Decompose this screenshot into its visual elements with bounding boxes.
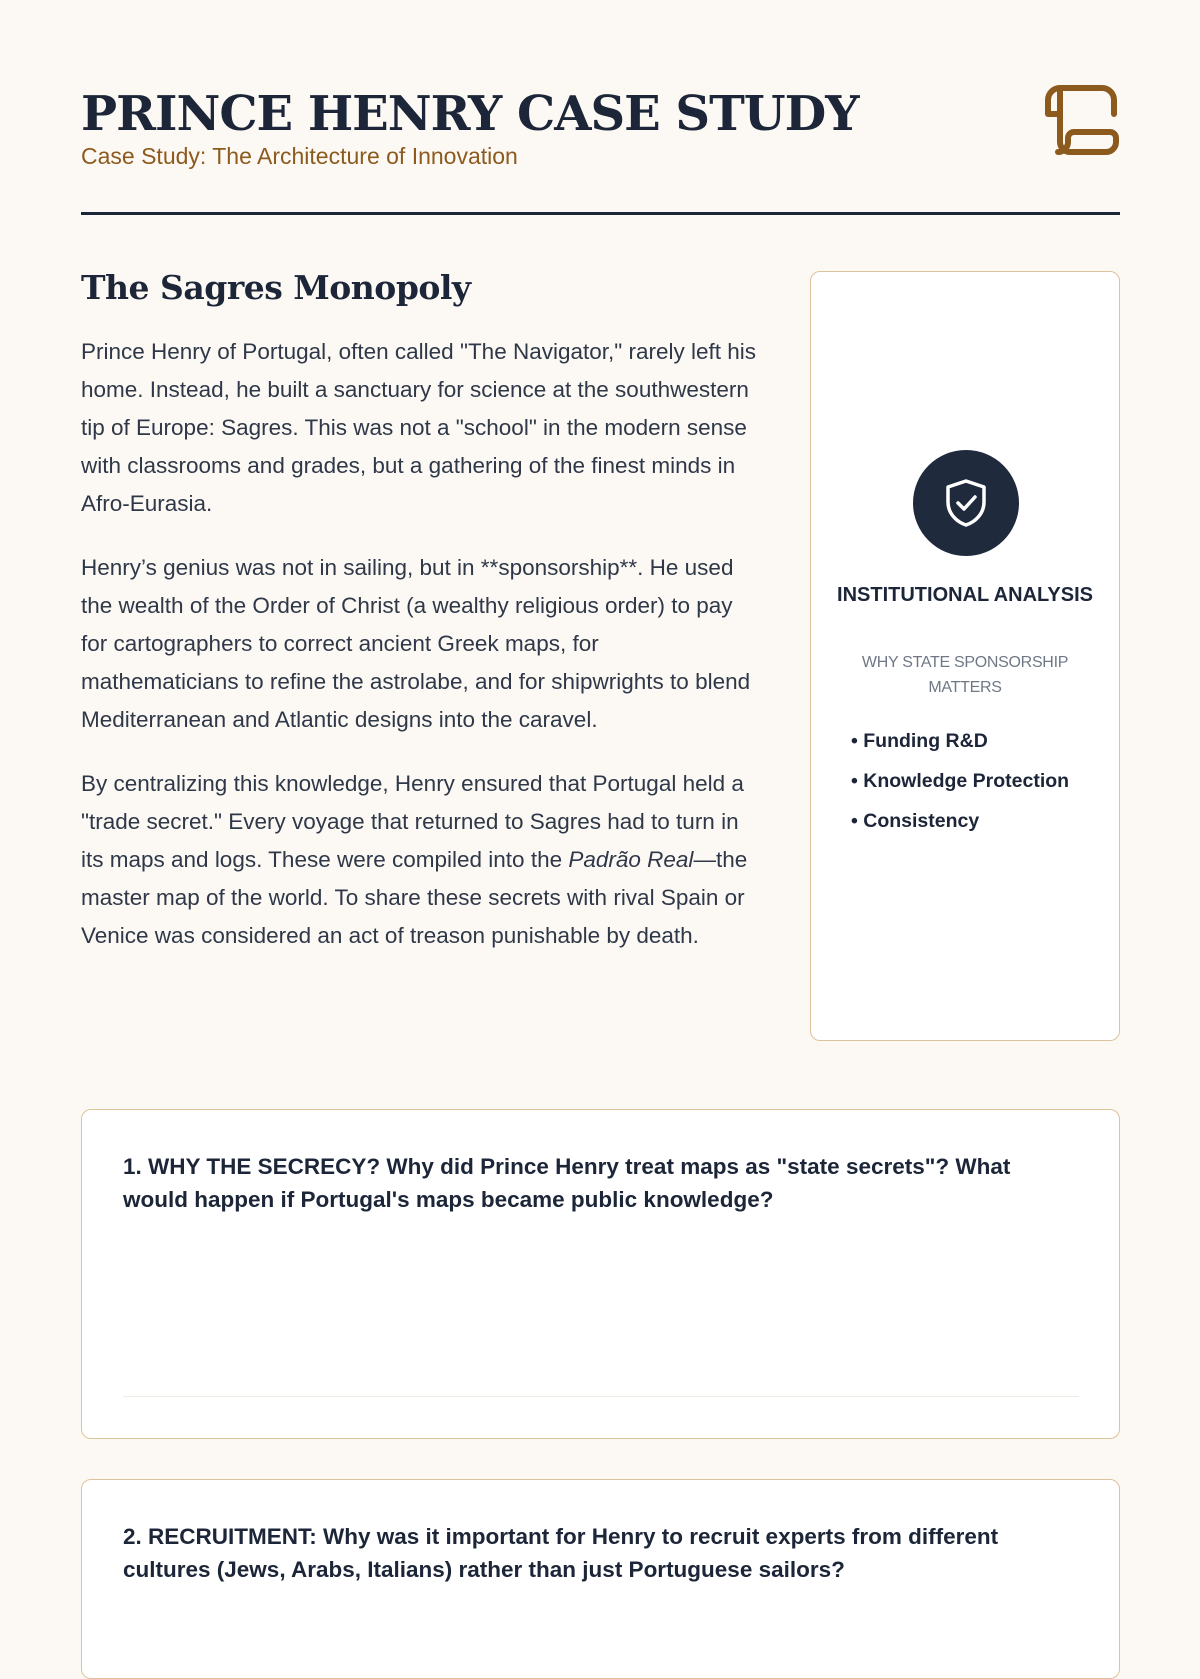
article-paragraph: Henry’s genius was not in sailing, but in **sponsorship**. He used the wealth of the Order of Christ (a wealthy religious order) to pay for cartographers to correct ancient Greek maps, for mathematicians to refine the astrolabe, and for shipwrights to blend Mediterranean and Atlantic designs into the caravel. [81,555,751,732]
institutional-analysis-card [810,271,1120,1041]
article-paragraph [81,765,761,955]
paragraph-text: —the master map of the world. To share these secrets with rival Spain or Venice was considered an act of treason punishable by death. [81,847,748,948]
list-item: • Funding R&D [851,730,988,752]
question-text: 2. RECRUITMENT: Why was it important for Henry to recruit experts from different cultures (Jews, Arabs, Italians) rather than just Portuguese sailors? [123,1524,999,1582]
section-title: The Sagres Monopoly [81,268,471,307]
page-header [81,80,1120,216]
article-paragraph: Prince Henry of Portugal, often called "The Navigator," rarely left his home. Instead, he built a sanctuary for science at the southwestern tip of Europe: Sagres. This was not a "school" in the modern sense with classrooms and grades, but a gathering of the finest minds in Afro-Eurasia. [81,339,757,516]
scroll-icon [1040,84,1120,156]
list-item: • Consistency [851,810,980,832]
page-subtitle: Case Study: The Architecture of Innovation [81,143,518,169]
page-title: PRINCE HENRY CASE STUDY [81,86,859,142]
shield-check-icon [913,450,1019,556]
card-list [851,728,1089,848]
header-divider [81,212,1120,215]
padrao-real-term: Padrão Real [568,847,694,872]
question-card-2[interactable] [81,1479,1120,1679]
card-subtitle: WHY STATE SPONSORSHIP MATTERS [861,654,1069,696]
card-title: INSTITUTIONAL ANALYSIS [837,584,1093,606]
shield-check-icon-glyph [944,478,988,528]
list-item: • Knowledge Protection [851,770,1070,792]
question-text: 1. WHY THE SECRECY? Why did Prince Henry treat maps as "state secrets"? What would happen if Portugal's maps became public knowledge? [123,1154,1011,1212]
answer-line[interactable] [123,1396,1079,1397]
paragraph-text: By centralizing this knowledge, Henry ensured that Portugal held a "trade secret." Every voyage that returned to Sagres had to turn in its maps and logs. These were compiled into the [81,771,744,872]
article [81,268,761,981]
question-card-1[interactable] [81,1109,1120,1439]
